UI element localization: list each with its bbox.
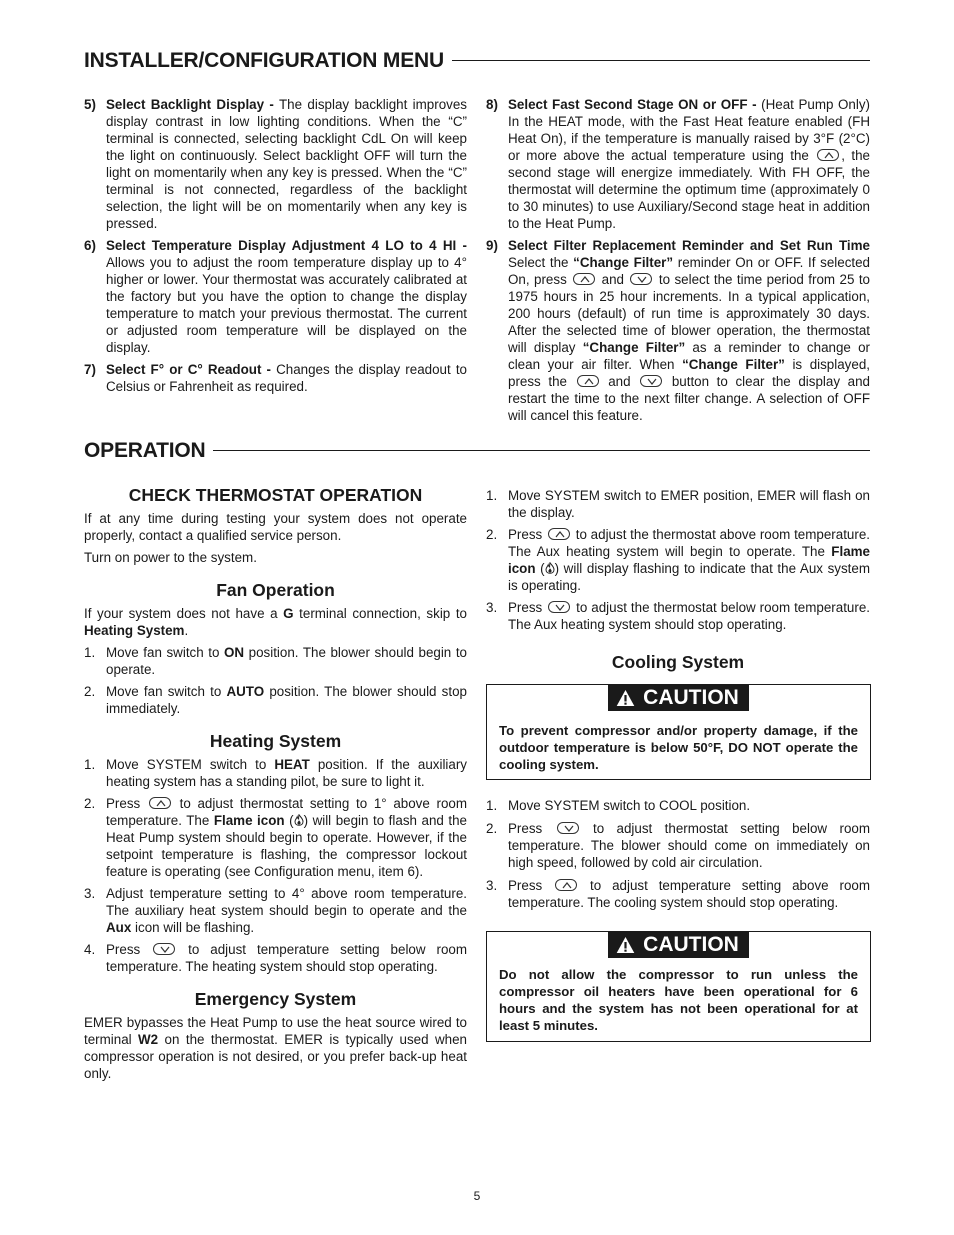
fan-paragraph [84, 605, 467, 639]
heating-system-ref: Heating System [84, 623, 185, 638]
item-text: as a reminder to change or clean your air filter. When [508, 340, 870, 372]
check-paragraph-1: If at any time during testing your system does not operate properly, contact a qualified service person. [84, 511, 467, 543]
text: to adjust thermostat setting below room temperature. The blower should come on immediately on high speed, followed by cold air circulation. [508, 821, 870, 870]
item-text: and [597, 272, 629, 287]
emergency-step-2 [486, 526, 870, 594]
text: terminal connection, skip to [293, 606, 467, 621]
terminal-w2: W2 [138, 1032, 159, 1047]
operation-heading [84, 439, 870, 462]
menu-item-9 [486, 237, 870, 424]
up-arrow-key-icon [555, 879, 577, 891]
item-text: , the second stage will energize immediately. With FH OFF, the thermostat will determine the optimum time (approximately 0 to 30 minutes) to use Auxiliary/Second stage heat in addition to the Heat Pump. [508, 148, 870, 231]
flame-icon [294, 814, 304, 826]
text: Move SYSTEM switch to COOL position. [508, 798, 751, 813]
cooling-system-title: Cooling System [611, 652, 745, 672]
text: Flame icon [213, 813, 285, 828]
item-text: reminder On or OFF. If selected On, press [508, 255, 870, 287]
text: Move fan switch to [106, 684, 227, 699]
text: icon will be flashing. [131, 920, 255, 935]
operation-left-column [84, 484, 467, 1082]
item-text: to select the time period from 25 to 1975 hours in 25 hour increments. In a typical application, 200 hours (default) of run time is approximately 30 days. After the selected time of blower operation, the thermostat will display [508, 272, 870, 355]
text: Flame icon [508, 544, 870, 576]
text: Press [106, 796, 147, 811]
menu-item-8 [486, 96, 870, 232]
change-filter-label: “Change Filter” [682, 357, 785, 372]
text: Press [508, 878, 554, 893]
item-number: 6) [84, 238, 96, 253]
step-number: 1. [486, 488, 498, 503]
caution-banner [499, 685, 858, 711]
text: Aux [106, 920, 132, 935]
up-arrow-key-icon [149, 797, 171, 809]
item-text: The display backlight improves display contrast in low lighting conditions. When the “C” terminal is connected, selecting backlight CdL On will keep the light on continuously. Select backlight OFF will turn the light on momentarily when any key is pressed. When the “C” terminal is not connected, regardless of the backlight selection, the light will be on momentarily when any key is pressed. [106, 97, 467, 231]
text: If your system does not have a [84, 606, 284, 621]
text: HEAT [274, 757, 310, 772]
heating-step-1 [84, 756, 467, 790]
check-operation-title: CHECK THERMOSTAT OPERATION [128, 485, 423, 505]
text: to adjust temperature setting below room temperature. The heating system should stop operating. [106, 942, 468, 974]
step-number: 3. [84, 886, 96, 901]
menu-item-7 [84, 361, 467, 395]
text: Move SYSTEM switch to [106, 757, 275, 772]
caution-label: CAUTION [643, 686, 739, 709]
down-arrow-key-icon [630, 273, 652, 285]
text: EMER bypasses the Heat Pump to use the heat source wired to terminal [84, 1015, 467, 1047]
installer-right-column [486, 96, 870, 429]
change-filter-label: “Change Filter” [582, 340, 686, 355]
up-arrow-key-icon [548, 528, 570, 540]
cooling-step-2 [486, 820, 870, 871]
text: Press [508, 527, 546, 542]
caution-text-2: Do not allow the compressor to run unless the compressor oil heaters have been operational for 6 hours and the system has not been operational for at least 5 minutes. [499, 967, 858, 1033]
item-number: 7) [84, 362, 96, 377]
heating-system-title: Heating System [209, 731, 342, 751]
change-filter-label: “Change Filter” [573, 255, 674, 270]
down-arrow-key-icon [153, 943, 175, 955]
step-number: 2. [486, 821, 498, 836]
fan-step-2 [84, 683, 467, 717]
emergency-step-1 [486, 487, 870, 521]
caution-text-1: To prevent compressor and/or property damage, if the outdoor temperature is below 50°F, DO NOT operate the cooling system. [499, 723, 858, 772]
step-number: 2. [486, 527, 498, 542]
text: ( [284, 813, 294, 828]
installer-menu-title: INSTALLER/CONFIGURATION MENU [84, 49, 444, 72]
item-heading: Select Backlight Display - [106, 97, 274, 112]
emergency-step-3 [486, 599, 870, 633]
page-number: 5 [473, 1189, 481, 1203]
text: to adjust the thermostat below room temperature. The Aux heating system should stop operating. [508, 600, 871, 632]
down-arrow-key-icon [640, 375, 662, 387]
up-arrow-key-icon [577, 375, 599, 387]
up-arrow-key-icon [817, 149, 839, 161]
text: Move fan switch to [106, 645, 224, 660]
text: . [184, 623, 189, 638]
caution-label: CAUTION [643, 933, 739, 956]
text: position. The blower should begin to operate. [106, 645, 467, 677]
text: ) will begin to flash and the Heat Pump system should begin to operate. However, if the setpoint temperature is flashing, the compressor lockout feature is operating (see Configuration menu, item 6). [106, 813, 467, 879]
item-heading: Select Temperature Display Adjustment 4 LO to 4 HI - [106, 238, 467, 253]
check-paragraph-2: Turn on power to the system. [84, 550, 257, 565]
text: ON [223, 645, 245, 660]
item-text: is displayed, press the [508, 357, 870, 389]
item-text: Select the [508, 255, 574, 270]
caution-box-1 [486, 684, 871, 780]
caution-banner [499, 932, 858, 958]
text: position. If the auxiliary heating system has a standing pilot, be sure to light it. [106, 757, 467, 789]
text: AUTO [226, 684, 265, 699]
item-heading: Select Filter Replacement Reminder and Set Run Time [508, 238, 870, 253]
item-text: button to clear the display and restart the time to the next filter change. A selection of OFF will cancel this feature. [508, 374, 870, 423]
cooling-step-3 [486, 877, 870, 911]
cooling-steps [486, 797, 870, 916]
heating-step-3 [84, 885, 467, 936]
warning-triangle-icon [616, 689, 635, 707]
text: ) will display flashing to indicate that the Aux system is operating. [508, 561, 871, 593]
heating-step-4 [84, 941, 467, 975]
text: Move SYSTEM switch to EMER position, EMER will flash on the display. [508, 488, 870, 520]
item-text: Allows you to adjust the room temperature display up to 4° higher or lower. Your thermostat was accurately calibrated at the factory but you have the option to change the display temperature to match your previous thermostat. The current or adjusted room temperature will be displayed on the display. [106, 255, 467, 355]
text: position. The blower should stop immediately. [106, 684, 467, 716]
text: Adjust temperature setting to 4° above room temperature. The auxiliary heat system should begin to operate and the [106, 886, 467, 918]
step-number: 1. [84, 757, 96, 772]
heating-step-2 [84, 795, 467, 880]
operation-right-column [486, 487, 870, 638]
item-number: 9) [486, 238, 498, 253]
step-number: 4. [84, 942, 96, 957]
text: Press [508, 600, 547, 615]
item-heading: Select Fast Second Stage ON or OFF - [508, 97, 757, 112]
step-number: 3. [486, 878, 498, 893]
step-number: 2. [84, 796, 96, 811]
up-arrow-key-icon [573, 273, 595, 285]
heading-rule [452, 60, 870, 61]
item-text: Changes the display readout to Celsius or Fahrenheit as required. [106, 362, 467, 394]
down-arrow-key-icon [557, 822, 579, 834]
item-number: 5) [84, 97, 96, 112]
text: to adjust temperature setting above room temperature. The cooling system should stop operating. [508, 878, 870, 910]
installer-menu-heading [84, 49, 870, 72]
heading-rule [213, 450, 870, 451]
menu-item-5 [84, 96, 467, 232]
text: to adjust the thermostat above room temperature. The Aux heating system will begin to operate. The [508, 527, 870, 559]
item-text: (Heat Pump Only) In the HEAT mode, with the Fast Heat feature enabled (FH Heat On), if the temperature is manually raised by 3°F (2°C) or more above the actual temperature using the [508, 97, 870, 163]
fan-step-1 [84, 644, 467, 678]
text: ( [535, 561, 545, 576]
step-number: 1. [486, 798, 498, 813]
text: to adjust thermostat setting to 1° above room temperature. The [106, 796, 467, 828]
item-heading: Select F° or C° Readout - [106, 362, 271, 377]
text: on the thermostat. EMER is typically used when compressor operation is not desired, or you prefer back-up heat only. [84, 1032, 467, 1081]
terminal-g: G [283, 606, 294, 621]
step-number: 1. [84, 645, 96, 660]
step-number: 3. [486, 600, 498, 615]
installer-left-column [84, 96, 467, 400]
step-number: 2. [84, 684, 96, 699]
operation-title: OPERATION [84, 439, 206, 462]
down-arrow-key-icon [548, 601, 570, 613]
cooling-step-1 [486, 797, 870, 814]
flame-icon [545, 562, 555, 574]
warning-triangle-icon [616, 936, 635, 954]
emergency-system-title: Emergency System [194, 989, 357, 1009]
menu-item-6 [84, 237, 467, 356]
caution-box-2 [486, 931, 871, 1042]
item-text: and [600, 374, 639, 389]
text: Press [508, 821, 555, 836]
text: Press [106, 942, 152, 957]
item-number: 8) [486, 97, 498, 112]
emergency-paragraph [84, 1014, 467, 1082]
fan-operation-title: Fan Operation [216, 580, 335, 600]
